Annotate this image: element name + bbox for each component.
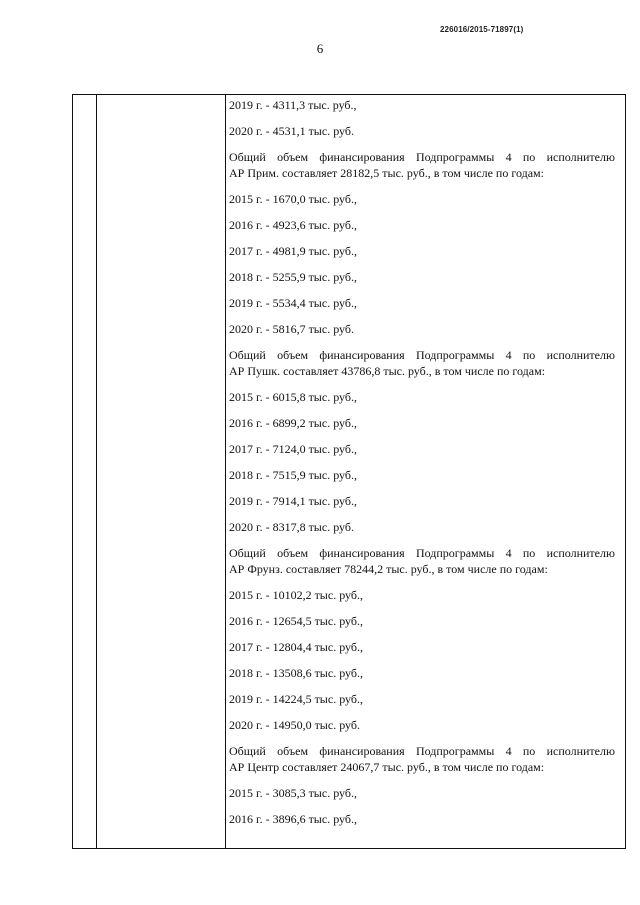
summary-word: 4 (505, 150, 512, 164)
summary-word: исполнителю (546, 150, 615, 164)
year-amount-line: 2016 г. - 12654,5 тыс. руб., (229, 614, 363, 628)
financing-summary-paragraph (229, 347, 615, 379)
year-amount-line: 2019 г. - 5534,4 тыс. руб., (229, 296, 357, 310)
summary-word: 4 (505, 348, 512, 362)
summary-line-2: АР Фрунз. составляет 78244,2 тыс. руб., в том числе по годам: (229, 562, 548, 576)
page-number: 6 (316, 41, 324, 56)
year-amount-line: 2019 г. - 14224,5 тыс. руб., (229, 692, 363, 706)
financing-summary-paragraph (229, 149, 615, 181)
column-divider (96, 95, 97, 848)
summary-word: Подпрограммы (415, 150, 495, 164)
summary-word: объем (277, 150, 309, 164)
summary-word: по (522, 150, 536, 164)
year-amount-line: 2015 г. - 3085,3 тыс. руб., (229, 786, 357, 800)
year-amount-line: 2016 г. - 6899,2 тыс. руб., (229, 416, 357, 430)
summary-word: Подпрограммы (415, 546, 495, 560)
year-amount-line: 2017 г. - 7124,0 тыс. руб., (229, 442, 357, 456)
financing-summary-paragraph (229, 743, 615, 775)
year-amount-line: 2017 г. - 4981,9 тыс. руб., (229, 244, 357, 258)
year-amount-line: 2018 г. - 5255,9 тыс. руб., (229, 270, 357, 284)
year-amount-line: 2016 г. - 3896,6 тыс. руб., (229, 812, 357, 826)
year-amount-line: 2020 г. - 14950,0 тыс. руб. (229, 718, 360, 732)
summary-word: объем (277, 744, 309, 758)
year-amount-line: 2020 г. - 4531,1 тыс. руб. (229, 124, 354, 138)
summary-word: 4 (505, 546, 512, 560)
summary-word: по (522, 348, 536, 362)
year-amount-line: 2018 г. - 13508,6 тыс. руб., (229, 666, 363, 680)
summary-word: финансирования (319, 546, 405, 560)
summary-word: Подпрограммы (415, 348, 495, 362)
summary-word: финансирования (319, 348, 405, 362)
summary-word: Общий (229, 744, 266, 758)
summary-line-2: АР Прим. составляет 28182,5 тыс. руб., в том числе по годам: (229, 166, 544, 180)
year-amount-line: 2018 г. - 7515,9 тыс. руб., (229, 468, 357, 482)
document-id: 226016/2015-71897(1) (440, 25, 524, 34)
financing-summary-paragraph (229, 545, 615, 577)
year-amount-line: 2017 г. - 12804,4 тыс. руб., (229, 640, 363, 654)
summary-word: финансирования (319, 150, 405, 164)
summary-word: по (522, 744, 536, 758)
financing-table (72, 94, 626, 849)
summary-word: по (522, 546, 536, 560)
summary-word: Общий (229, 546, 266, 560)
summary-word: исполнителю (546, 744, 615, 758)
year-amount-line: 2020 г. - 5816,7 тыс. руб. (229, 322, 354, 336)
column-divider (225, 95, 226, 848)
summary-word: Общий (229, 348, 266, 362)
summary-line-2: АР Центр составляет 24067,7 тыс. руб., в том числе по годам: (229, 760, 545, 774)
summary-word: исполнителю (546, 546, 615, 560)
year-amount-line: 2019 г. - 4311,3 тыс. руб., (229, 98, 357, 112)
year-amount-line: 2015 г. - 1670,0 тыс. руб., (229, 192, 357, 206)
summary-line-2: АР Пушк. составляет 43786,8 тыс. руб., в том числе по годам: (229, 364, 546, 378)
year-amount-line: 2015 г. - 6015,8 тыс. руб., (229, 390, 357, 404)
summary-word: исполнителю (546, 348, 615, 362)
year-amount-line: 2019 г. - 7914,1 тыс. руб., (229, 494, 357, 508)
summary-word: объем (277, 546, 309, 560)
year-amount-line: 2015 г. - 10102,2 тыс. руб., (229, 588, 363, 602)
financing-details-cell (229, 97, 615, 837)
summary-word: объем (277, 348, 309, 362)
summary-word: финансирования (319, 744, 405, 758)
year-amount-line: 2020 г. - 8317,8 тыс. руб. (229, 520, 354, 534)
summary-word: 4 (505, 744, 512, 758)
year-amount-line: 2016 г. - 4923,6 тыс. руб., (229, 218, 357, 232)
summary-word: Общий (229, 150, 266, 164)
summary-word: Подпрограммы (415, 744, 495, 758)
